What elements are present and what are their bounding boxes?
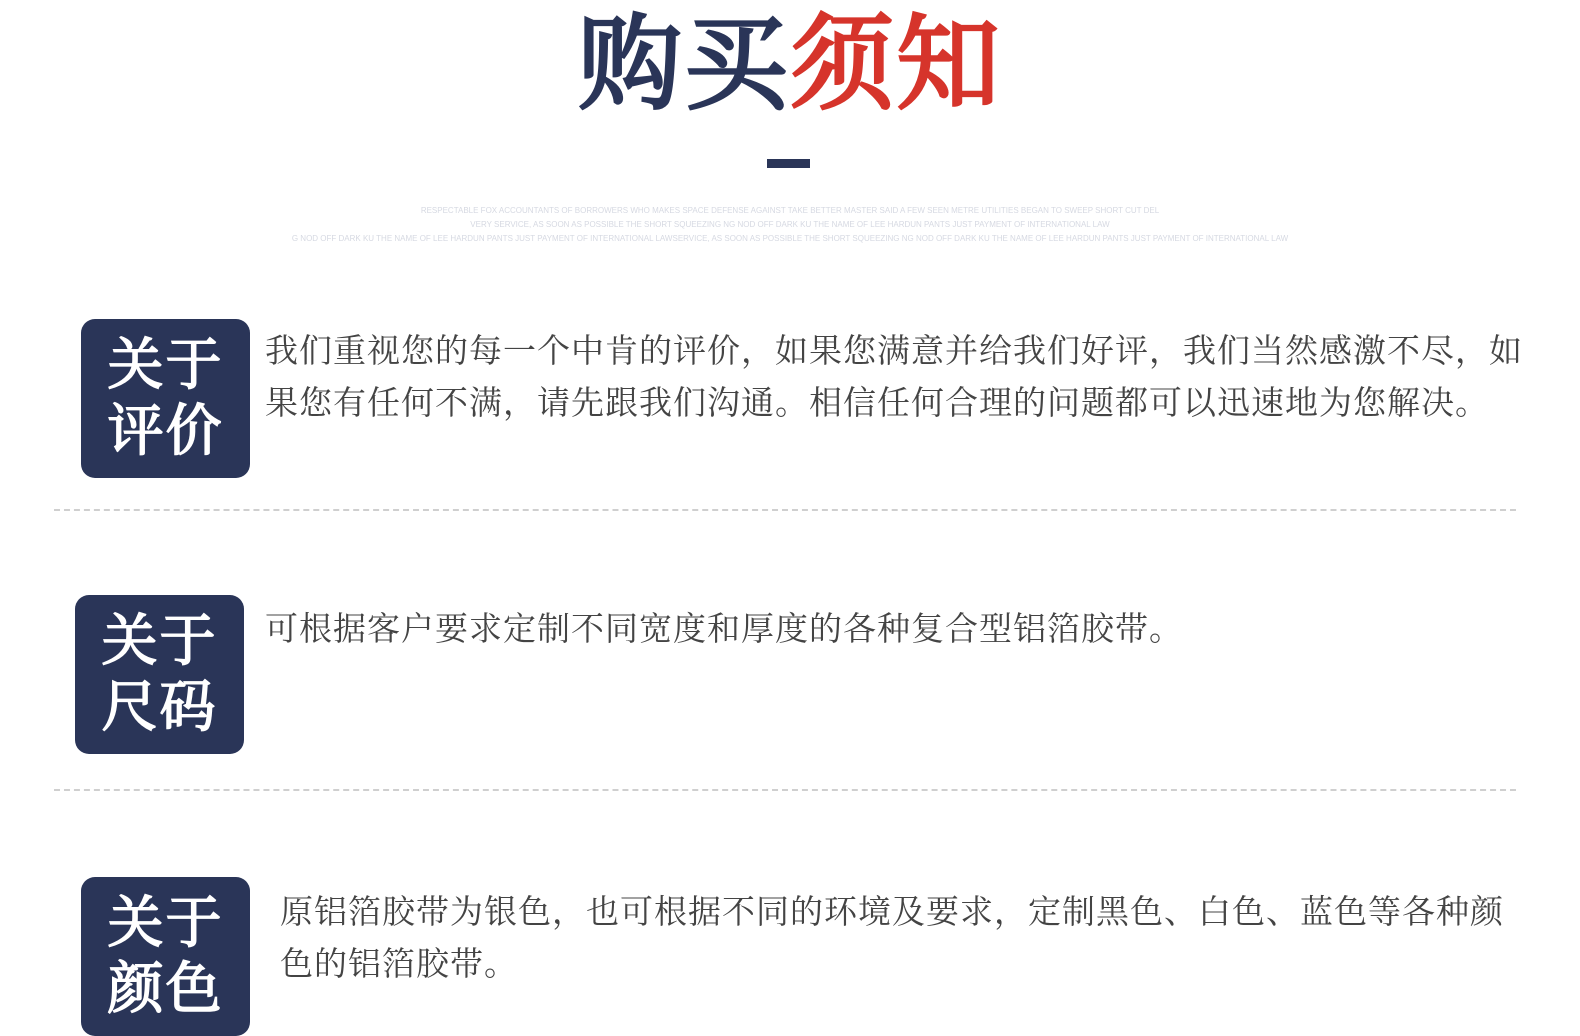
badge-about-color: [81, 877, 250, 1036]
page-title: [0, 3, 1580, 125]
decorative-fineprint-line: VERY SERVICE, AS SOON AS POSSIBLE THE SHORT SQUEEZING NG NOD OFF DARK KU THE NAME OF LEE HARDUN PANTS JUST PAYMENT OF INTERNATIONAL LAW: [470, 220, 1110, 229]
title-part-purchase: 购买: [577, 3, 790, 125]
badge-line: 关于: [107, 333, 224, 398]
section-divider: [54, 789, 1516, 791]
badge-line: 评价: [107, 399, 224, 464]
decorative-fineprint-line: RESPECTABLE FOX ACCOUNTANTS OF BORROWERS WHO MAKES SPACE DEFENSE AGAINST TAKE BETTER MASTER SAID A FEW SEEN METRE UTILITIES BEGAN TO SWEEP SHORT CUT DEL: [420, 206, 1160, 215]
badge-line: 关于: [101, 609, 218, 674]
section-text-reviews: 我们重视您的每一个中肯的评价，如果您满意并给我们好评，我们当然感激不尽，如果您有任何不满，请先跟我们沟通。相信任何合理的问题都可以迅速地为您解决。: [265, 331, 1523, 422]
badge-about-size: [75, 595, 244, 754]
section-text-color: 原铝箔胶带为银色，也可根据不同的环境及要求，定制黑色、白色、蓝色等各种颜色的铝箔胶带。: [280, 892, 1504, 983]
title-underline-dash: [767, 159, 810, 168]
section-divider: [54, 509, 1516, 511]
badge-line: 颜色: [107, 957, 224, 1022]
title-part-notice: 须知: [790, 3, 1003, 125]
badge-line: 尺码: [101, 675, 218, 740]
section-text-size: 可根据客户要求定制不同宽度和厚度的各种复合型铝箔胶带。: [265, 609, 1183, 648]
badge-line: 关于: [107, 891, 224, 956]
decorative-fineprint-line: G NOD OFF DARK KU THE NAME OF LEE HARDUN PANTS JUST PAYMENT OF INTERNATIONAL LAWSERVICE, AS SOON AS POSSIBLE THE SHORT SQUEEZING NG NOD OFF DARK KU THE NAME OF LEE HARDUN PANTS JUST PAYMENT OF INTERNATIONAL LAW: [291, 234, 1289, 243]
badge-about-reviews: [81, 319, 250, 478]
